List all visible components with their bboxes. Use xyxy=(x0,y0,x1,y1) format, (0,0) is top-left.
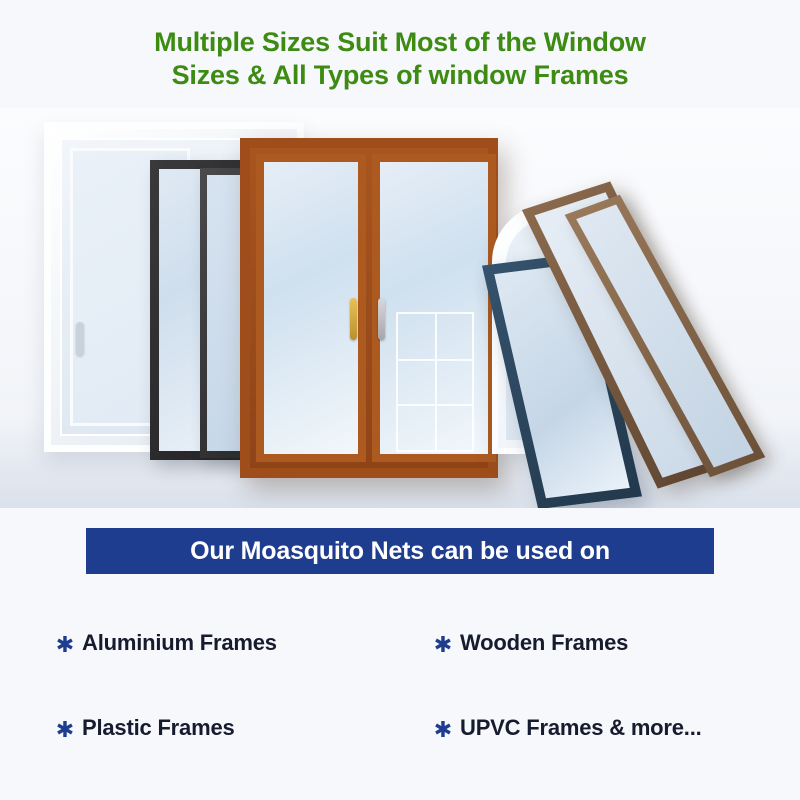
silver-handle-icon xyxy=(378,298,385,340)
headline-line-1: Multiple Sizes Suit Most of the Window xyxy=(154,27,646,57)
list-item-label: Wooden Frames xyxy=(460,629,629,655)
window-grid-pane xyxy=(396,312,474,452)
asterisk-bullet-icon: ✱ xyxy=(433,716,453,742)
list-item-wooden-frames xyxy=(410,600,780,685)
window-grid-row xyxy=(398,404,472,406)
white-window-handle-icon xyxy=(76,322,84,356)
wooden-leaf-right-glass xyxy=(380,162,488,454)
usage-banner-label: Our Moasquito Nets can be used on xyxy=(190,536,610,565)
headline-line-2: Sizes & All Types of window Frames xyxy=(171,60,629,91)
asterisk-bullet-icon: ✱ xyxy=(433,631,453,657)
wooden-leaf-right xyxy=(372,154,496,462)
list-item-label: Aluminium Frames xyxy=(82,629,277,655)
brass-handle-icon xyxy=(350,298,357,340)
wooden-double-casement-graphic xyxy=(240,138,498,478)
list-item-label: UPVC Frames & more... xyxy=(460,714,702,740)
asterisk-bullet-icon: ✱ xyxy=(55,631,75,657)
list-item-label: Plastic Frames xyxy=(82,714,235,740)
frame-types-list xyxy=(40,600,780,770)
list-item-upvc-frames xyxy=(410,685,780,770)
asterisk-bullet-icon: ✱ xyxy=(55,716,75,742)
usage-banner xyxy=(86,528,714,574)
wooden-leaf-left-glass xyxy=(264,162,358,454)
list-item-aluminium-frames xyxy=(40,600,410,685)
page-title xyxy=(0,26,800,93)
list-item-plastic-frames xyxy=(40,685,410,770)
hero-product-image xyxy=(0,108,800,508)
